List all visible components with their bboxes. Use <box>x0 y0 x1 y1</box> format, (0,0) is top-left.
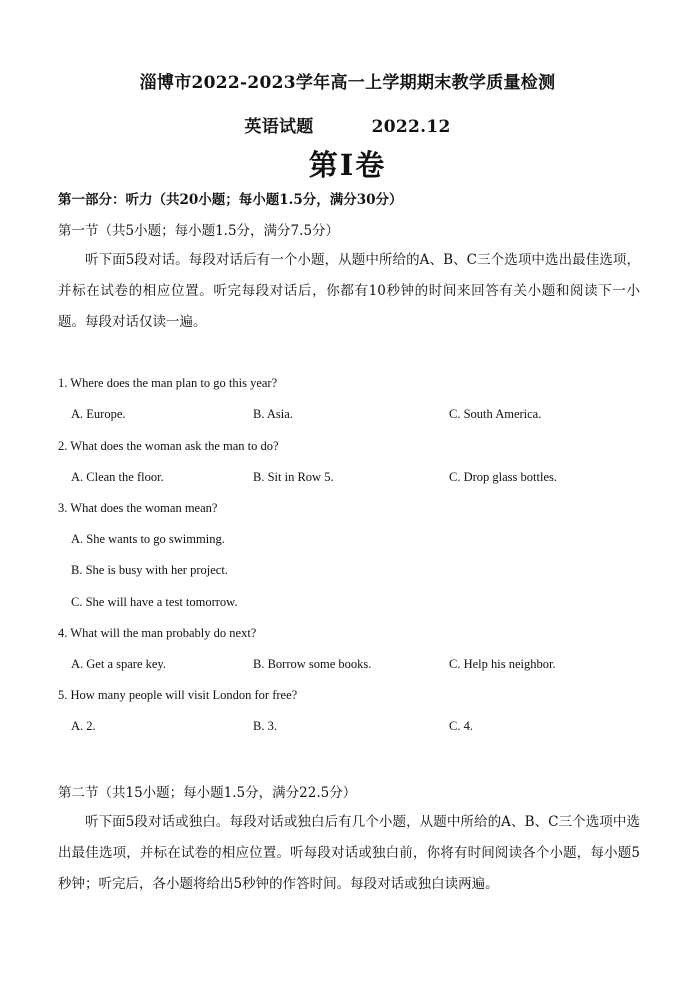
option-b: B. She is busy with her project. <box>71 563 228 577</box>
question-stem: 1. Where does the man plan to go this year? <box>58 376 278 390</box>
subject-line <box>0 112 695 137</box>
option-c: C. Drop glass bottles. <box>449 470 557 484</box>
option-a: A. 2. <box>71 719 96 733</box>
option-b: B. 3. <box>253 719 277 733</box>
option-b: B. Sit in Row 5. <box>253 470 334 484</box>
section1-heading: 第一节（共5小题；每小题1.5分，满分7.5分） <box>58 223 340 239</box>
exam-date: 2022.12 <box>371 117 451 137</box>
question-stem: 5. How many people will visit London for free? <box>58 688 298 702</box>
question-stem: 2. What does the woman ask the man to do? <box>58 439 279 453</box>
section1-instruction: 听下面5段对话。每段对话后有一个小题，从题中所给的A、B、C三个选项中选出最佳选项，并标在试卷的相应位置。听完每段对话后，你都有10秒钟的时间来回答有关小题和阅读下一小题。每段对话仅读一遍。 <box>58 252 640 330</box>
exam-title: 淄博市2022-2023学年高一上学期期末教学质量检测 <box>139 73 556 93</box>
section2-heading: 第二节（共15小题；每小题1.5分，满分22.5分） <box>58 785 357 801</box>
section2-instruction: 听下面5段对话或独白。每段对话或独白后有几个小题，从题中所给的A、B、C三个选项中选出最佳选项，并标在试卷的相应位置。听每段对话或独白前，你将有时间阅读各个小题，每小题5秒钟；听完后，各小题将给出5秒钟的作答时间。每段对话或独白读两遍。 <box>58 814 640 892</box>
option-a: A. Get a spare key. <box>71 657 166 671</box>
volume-heading: 第I卷 <box>308 148 387 182</box>
option-c: C. 4. <box>449 719 473 733</box>
question-stem: 4. What will the man probably do next? <box>58 626 257 640</box>
option-c: C. South America. <box>449 407 542 421</box>
option-a: A. Europe. <box>71 407 126 421</box>
option-b: B. Asia. <box>253 407 293 421</box>
option-a: A. Clean the floor. <box>71 470 164 484</box>
option-b: B. Borrow some books. <box>253 657 372 671</box>
option-a: A. She wants to go swimming. <box>71 532 225 546</box>
question-stem: 3. What does the woman mean? <box>58 501 218 515</box>
subject-label: 英语试题 <box>244 117 314 137</box>
option-c: C. She will have a test tomorrow. <box>71 595 238 609</box>
part1-heading: 第一部分：听力（共20小题；每小题1.5分，满分30分） <box>58 192 403 208</box>
option-c: C. Help his neighbor. <box>449 657 556 671</box>
